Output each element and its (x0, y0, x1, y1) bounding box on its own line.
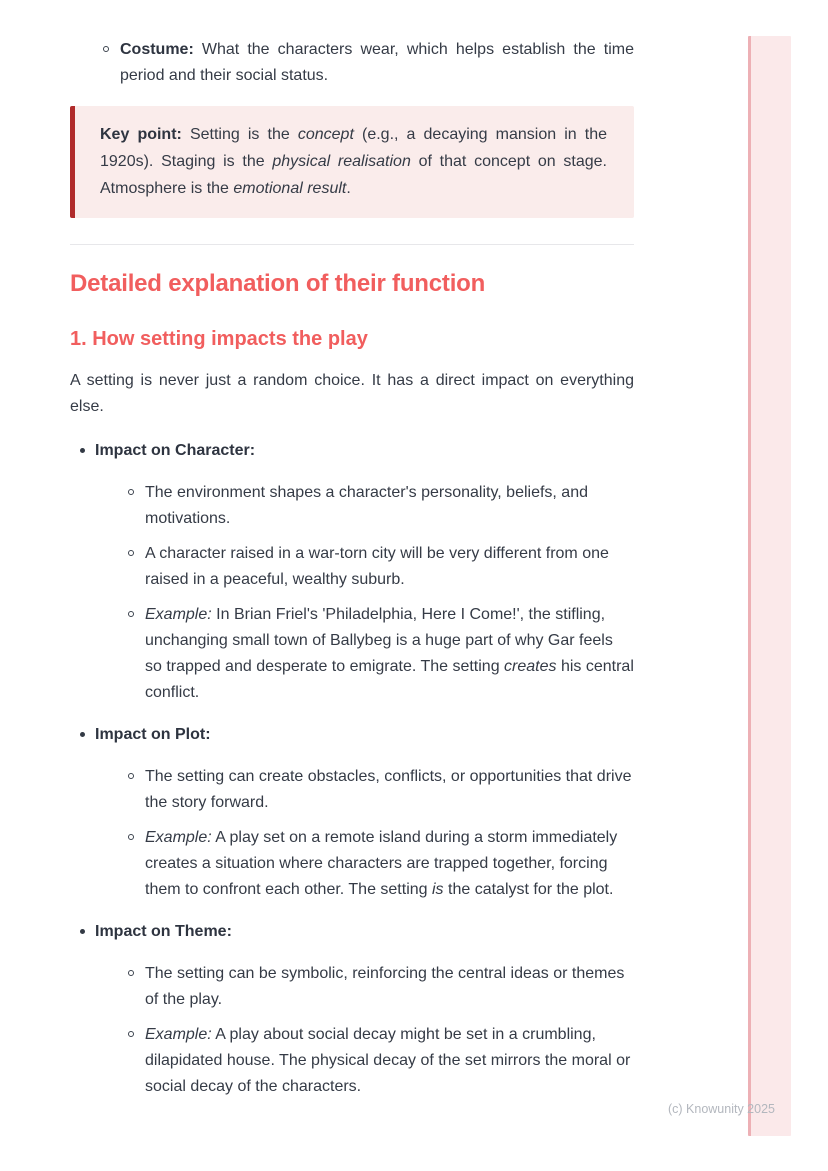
list-item-text (145, 1022, 634, 1100)
key-point-callout (70, 106, 634, 218)
divider (70, 244, 634, 245)
list-item (95, 961, 634, 1013)
impact-label: Impact on Plot: (95, 726, 211, 743)
text-segment: is (432, 881, 444, 898)
text-segment: The environment shapes a character's personality, beliefs, and motivations. (145, 484, 588, 527)
text-segment: The setting can create obstacles, conflicts, or opportunities that drive the story forward. (145, 768, 632, 811)
text-segment: physical realisation (272, 153, 411, 170)
circle-bullet-icon (128, 834, 134, 840)
circle-bullet-icon (128, 970, 134, 976)
impact-label: Impact on Character: (95, 442, 256, 459)
text-segment: Example: (145, 606, 212, 623)
list-item (95, 1022, 634, 1100)
subsection-heading: 1. How setting impacts the play (70, 328, 368, 350)
list-item (70, 37, 634, 89)
section-heading: Detailed explanation of their function (70, 270, 486, 297)
text-segment: the catalyst for the plot. (443, 881, 614, 898)
list-item (95, 602, 634, 706)
text-segment: Costume: (120, 41, 194, 58)
text-segment: Example: (145, 1026, 212, 1043)
impact-sublist (95, 764, 634, 903)
impact-label: Impact on Theme: (95, 923, 232, 940)
text-segment: of that concept on stage. Atmosphere is the (100, 153, 607, 197)
text-segment: . (346, 180, 351, 197)
text-segment: Setting is the (181, 126, 298, 143)
text-segment: In Brian Friel's 'Philadelphia, Here I Come!', the stifling, unchanging small town of Ballybeg is a huge part of why Gar feels so trapped and desperate to emigrate. The setting (145, 606, 613, 675)
text-segment: A character raised in a war-torn city will be very different from one raised in a peaceful, wealthy suburb. (145, 545, 609, 588)
circle-bullet-icon (128, 550, 134, 556)
text-segment: emotional result (233, 180, 347, 197)
text-segment: his central conflict. (145, 658, 634, 701)
bullet-dot-icon (80, 448, 85, 453)
text-segment: Example: (145, 829, 212, 846)
circle-bullet-icon (128, 611, 134, 617)
impact-item (70, 438, 634, 706)
impact-list (70, 438, 634, 1100)
text-segment: (e.g., a decaying mansion in the 1920s). Staging is the (100, 126, 608, 170)
text-segment: Key point: (100, 126, 182, 143)
impact-sublist (95, 480, 634, 706)
list-item-text (145, 825, 634, 903)
document-content (70, 0, 634, 1100)
key-point-text (100, 121, 607, 202)
list-item (95, 480, 634, 532)
list-item-text (145, 961, 634, 1013)
text-segment: A play set on a remote island during a storm immediately creates a situation where characters are trapped together, forcing them to confront each other. The setting (145, 829, 618, 898)
text-segment: creates (504, 658, 557, 675)
list-item (95, 764, 634, 816)
list-item-text (120, 37, 634, 89)
bullet-dot-icon (80, 929, 85, 934)
text-segment: concept (297, 126, 354, 143)
page-edge-stripe (748, 36, 791, 1136)
intro-paragraph: A setting is never just a random choice. It has a direct impact on everything else. (70, 372, 634, 415)
text-segment: The setting can be symbolic, reinforcing the central ideas or themes of the play. (145, 965, 625, 1008)
impact-item (70, 919, 634, 1100)
circle-bullet-icon (128, 773, 134, 779)
list-item-text (145, 480, 634, 532)
list-item-text (145, 764, 634, 816)
impact-item (70, 722, 634, 903)
impact-sublist (95, 961, 634, 1100)
text-segment: What the characters wear, which helps establish the time period and their social status. (120, 41, 634, 84)
list-item-text (145, 541, 634, 593)
circle-bullet-icon (128, 1031, 134, 1037)
bullet-dot-icon (80, 732, 85, 737)
copyright-footer: (c) Knowunity 2025 (667, 1102, 775, 1116)
list-item (95, 541, 634, 593)
list-item (95, 825, 634, 903)
circle-bullet-icon (103, 46, 109, 52)
circle-bullet-icon (128, 489, 134, 495)
list-item-text (145, 602, 634, 706)
text-segment: A play about social decay might be set in a crumbling, dilapidated house. The physical decay of the set mirrors the moral or social decay of the characters. (145, 1026, 631, 1095)
